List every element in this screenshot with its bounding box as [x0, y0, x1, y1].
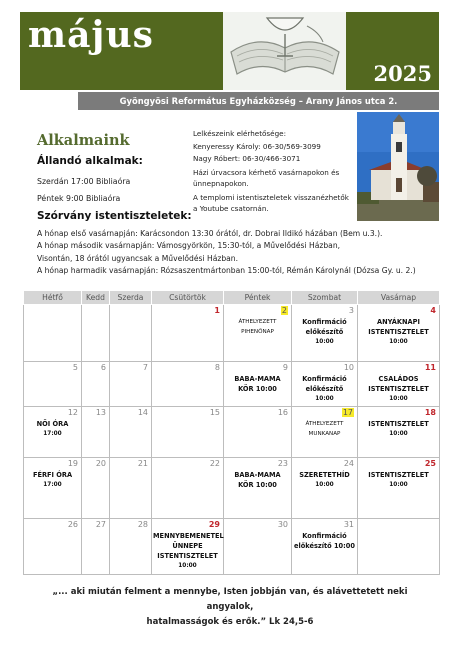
- calendar-day-cell: [292, 305, 358, 362]
- regular-event: Szerdán 17:00 Bibliaóra: [37, 177, 131, 186]
- day-number: 15: [209, 408, 220, 417]
- calendar-day-cell: [358, 305, 440, 362]
- month-calendar: [23, 290, 440, 575]
- day-number: 24: [343, 459, 354, 468]
- weekday-header: Kedd: [82, 291, 110, 305]
- day-number: 28: [137, 520, 148, 529]
- calendar-event-block: [293, 317, 356, 347]
- calendar-event-block: [225, 374, 290, 394]
- quote-line: „... aki miután felment a mennybe, Isten jobbján van, és alávettetett neki angyalok,: [52, 587, 408, 612]
- regular-event: Péntek 9:00 Bibliaóra: [37, 194, 121, 203]
- calendar-day-cell: [292, 458, 358, 519]
- calendar-event: ISTENTISZTELET: [368, 471, 429, 479]
- calendar-day-cell: [358, 458, 440, 519]
- calendar-day-cell: [82, 407, 110, 458]
- weekday-header: Szerda: [110, 291, 152, 305]
- calendar-day-cell: [24, 519, 82, 575]
- calendar-day-cell: [152, 407, 224, 458]
- day-number: 19: [67, 459, 78, 468]
- service-line: A hónap harmadik vasárnapján: Rózsaszentmártonban 15:00-tól, Rémán Károlynál (Dózsa Gy. u. 2.): [37, 266, 416, 276]
- calendar-event-block: [359, 419, 438, 439]
- day-number: 11: [424, 363, 436, 372]
- calendar-day-cell: [110, 458, 152, 519]
- calendar-day-cell: [358, 362, 440, 407]
- day-number: 14: [137, 408, 148, 417]
- calendar-day-cell: [292, 519, 358, 575]
- youtube-note: a Youtube csatornán.: [193, 204, 269, 213]
- calendar-event: CSALÁDOS: [378, 375, 419, 383]
- communion-note: Házi úrvacsora kérhető vasárnapokon és: [193, 168, 340, 177]
- calendar-event-block: [359, 374, 438, 404]
- quote-line: hatalmasságok és erők.” Lk 24,5-6: [146, 617, 314, 627]
- calendar-day-cell: [24, 305, 82, 362]
- year-label: 2025: [373, 61, 432, 86]
- calendar-event: előkészítő: [305, 385, 344, 393]
- calendar-day-cell: [152, 519, 224, 575]
- calendar-day-cell: [110, 519, 152, 575]
- day-number: 17: [342, 408, 353, 417]
- calendar-event-block: [225, 470, 290, 490]
- calendar-day-cell: [152, 362, 224, 407]
- calendar-event: FÉRFI ÓRA: [32, 471, 73, 479]
- calendar-event: Konfirmáció: [302, 375, 347, 383]
- calendar-day-cell: [358, 407, 440, 458]
- weekday-header: Szombat: [292, 291, 358, 305]
- day-number: 8: [214, 363, 220, 372]
- event-time: 10:00: [315, 396, 334, 402]
- occasional-services-list: [37, 228, 437, 278]
- calendar-event: ISTENTISZTELET: [368, 420, 429, 428]
- calendar-day-cell: [224, 407, 292, 458]
- calendar-week-row: [24, 305, 440, 362]
- event-time: 10:00: [389, 339, 408, 345]
- calendar-week-row: [24, 407, 440, 458]
- day-number: 30: [277, 520, 288, 529]
- calendar-event-block: [153, 531, 222, 571]
- calendar-event: SZERETETHÍD: [299, 471, 350, 479]
- day-number: 26: [67, 520, 78, 529]
- calendar-event: ÜNNEPE: [172, 542, 203, 550]
- youtube-note: A templomi istentiszteletek visszanézhetők: [193, 193, 349, 202]
- event-time: 10:00: [178, 563, 197, 569]
- calendar-event: KÖR 10:00: [238, 481, 277, 489]
- event-time: 17:00: [43, 431, 62, 437]
- weekday-header: Csütörtök: [152, 291, 224, 305]
- calendar-day-cell: [224, 305, 292, 362]
- calendar-day-cell: [110, 305, 152, 362]
- day-number: 3: [348, 306, 354, 315]
- calendar-day-cell: [224, 362, 292, 407]
- calendar-event-block: [25, 470, 80, 490]
- day-number: 6: [100, 363, 106, 372]
- calendar-event: KÖR 10:00: [238, 385, 277, 393]
- calendar-event: Konfirmáció: [302, 532, 347, 540]
- calendar-day-cell: [358, 519, 440, 575]
- calendar-note: ÁTHELYEZETT: [305, 421, 344, 427]
- day-number: 21: [137, 459, 148, 468]
- calendar-day-cell: [82, 305, 110, 362]
- calendar-event: NŐI ÓRA: [36, 420, 69, 428]
- calendar-day-cell: [152, 458, 224, 519]
- day-number: 7: [142, 363, 148, 372]
- event-time: 10:00: [389, 396, 408, 402]
- event-time: 10:00: [389, 482, 408, 488]
- day-number: 5: [72, 363, 78, 372]
- calendar-note: MUNKANAP: [308, 431, 341, 437]
- calendar-day-cell: [24, 458, 82, 519]
- event-time: 10:00: [315, 482, 334, 488]
- day-number: 29: [208, 520, 220, 529]
- month-title: május: [28, 14, 154, 56]
- calendar-event: MENNYBEMENETEL: [153, 532, 224, 540]
- page-header: [20, 12, 439, 90]
- calendar-week-row: [24, 362, 440, 407]
- contact-line: Kenyeressy Károly: 06-30/569-3099: [193, 142, 321, 151]
- day-number: 20: [95, 459, 106, 468]
- day-number: 31: [343, 520, 354, 529]
- day-number: 25: [424, 459, 436, 468]
- day-number: 22: [209, 459, 220, 468]
- bible-quote: [40, 585, 420, 630]
- calendar-event-block: [293, 470, 356, 490]
- day-number: 13: [95, 408, 106, 417]
- calendar-event-block: [225, 317, 290, 337]
- event-time: 10:00: [389, 431, 408, 437]
- calendar-event: ISTENTISZTELET: [157, 552, 218, 560]
- calendar-event: ISTENTISZTELET: [368, 328, 429, 336]
- calendar-event-block: [359, 470, 438, 490]
- bible-chalice-logo: [223, 12, 346, 90]
- day-number: 9: [282, 363, 288, 372]
- calendar-week-row: [24, 458, 440, 519]
- calendar-day-cell: [224, 458, 292, 519]
- calendar-day-cell: [152, 305, 224, 362]
- calendar-event-block: [293, 374, 356, 404]
- calendar-week-row: [24, 519, 440, 575]
- calendar-day-cell: [110, 407, 152, 458]
- occasional-services-heading: Szórvány istentiszteletek:: [37, 210, 192, 222]
- day-number: 16: [277, 408, 288, 417]
- regular-events-heading: Állandó alkalmak:: [37, 155, 143, 167]
- calendar-event-block: [293, 419, 356, 439]
- weekday-header: Hétfő: [24, 291, 82, 305]
- calendar-event-block: [293, 531, 356, 551]
- event-time: 17:00: [43, 482, 62, 488]
- calendar-note: PIHENŐNAP: [241, 329, 274, 335]
- calendar-event: BABA-MAMA: [234, 471, 281, 479]
- calendar-day-cell: [82, 362, 110, 407]
- calendar-event: előkészítő 10:00: [294, 542, 355, 550]
- church-photo: [357, 112, 439, 221]
- calendar-event: előkészítő: [305, 328, 344, 336]
- day-number: 10: [343, 363, 354, 372]
- section-title: Alkalmaink: [37, 132, 130, 149]
- day-number: 23: [277, 459, 288, 468]
- day-number: 2: [281, 306, 287, 315]
- weekday-header: Péntek: [224, 291, 292, 305]
- day-number: 4: [430, 306, 436, 315]
- calendar-event: Konfirmáció: [302, 318, 347, 326]
- calendar-day-cell: [292, 362, 358, 407]
- calendar-event-block: [359, 317, 438, 347]
- day-number: 12: [67, 408, 78, 417]
- service-line: Visontán, 18 órától ugyancsak a Művelődési Házban.: [37, 253, 239, 263]
- calendar-day-cell: [24, 362, 82, 407]
- church-address-bar: Gyöngyösi Református Egyházközség – Arany János utca 2.: [78, 92, 439, 110]
- communion-note: ünnepnapokon.: [193, 179, 249, 188]
- contact-line: Nagy Róbert: 06-30/466-3071: [193, 154, 301, 163]
- service-line: A hónap második vasárnapján: Vámosgyörkön, 15:30-tól, a Művelődési Házban,: [37, 241, 341, 251]
- calendar-day-cell: [110, 362, 152, 407]
- calendar-day-cell: [224, 519, 292, 575]
- day-number: 18: [424, 408, 436, 417]
- weekday-header: Vasárnap: [358, 291, 440, 305]
- calendar-day-cell: [24, 407, 82, 458]
- day-number: 27: [95, 520, 106, 529]
- calendar-event: ANYÁKNAPI: [377, 318, 420, 326]
- day-number: 1: [214, 306, 220, 315]
- calendar-day-cell: [82, 458, 110, 519]
- calendar-day-cell: [82, 519, 110, 575]
- calendar-header-row: [24, 291, 440, 305]
- calendar-event-block: [25, 419, 80, 439]
- calendar-note: ÁTHELYEZETT: [238, 319, 277, 325]
- event-time: 10:00: [315, 339, 334, 345]
- service-line: A hónap első vasárnapján: Karácsondon 13:30 órától, dr. Dobrai Ildikó házában (Bem u.3.).: [37, 229, 383, 238]
- contact-heading: Lelkészeink elérhetősége:: [193, 129, 286, 138]
- calendar-event: BABA-MAMA: [234, 375, 281, 383]
- calendar-event: ISTENTISZTELET: [368, 385, 429, 393]
- calendar-day-cell: [292, 407, 358, 458]
